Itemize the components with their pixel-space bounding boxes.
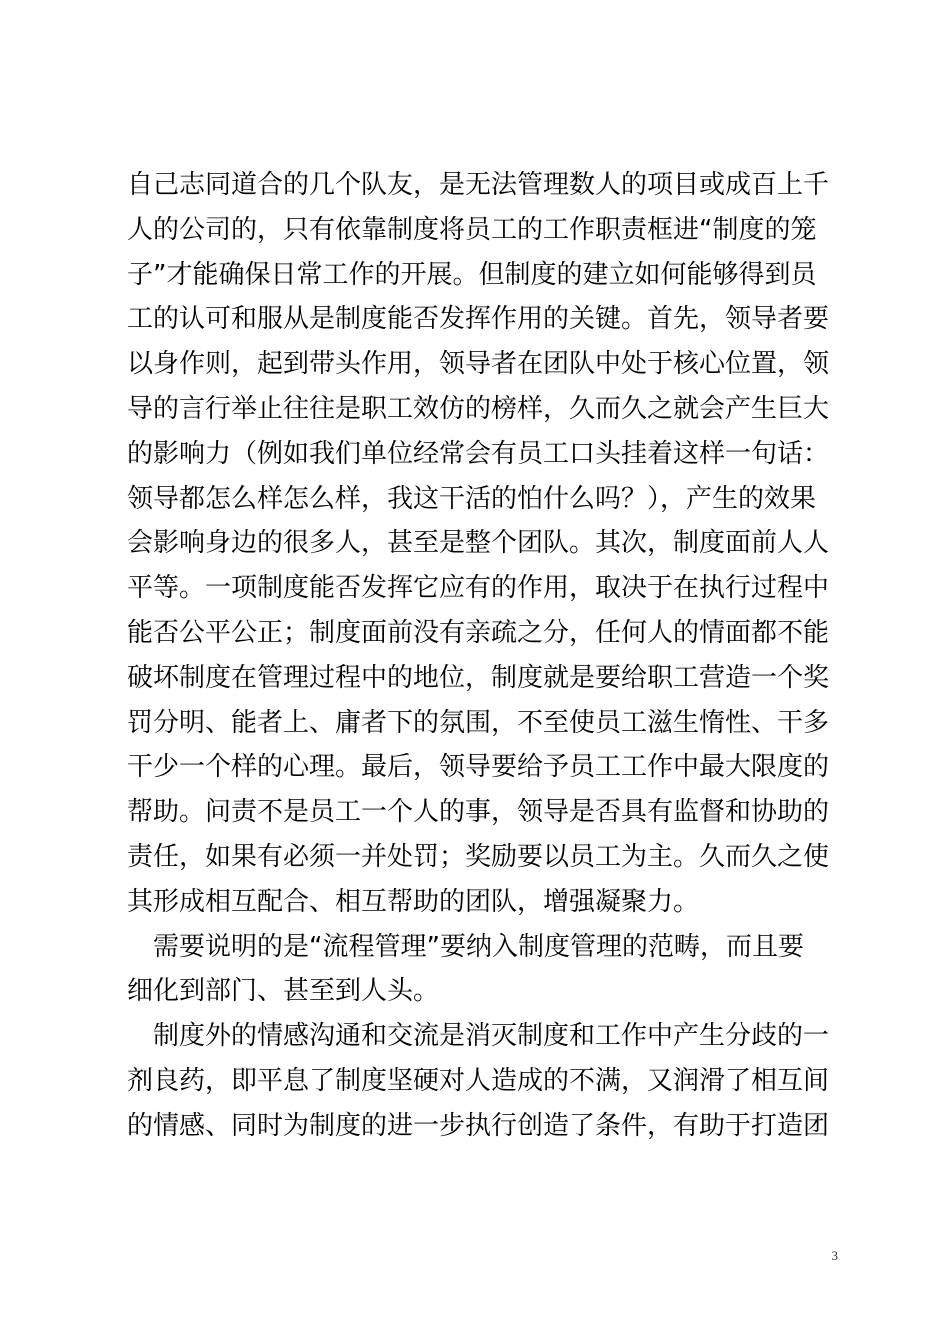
body-text xyxy=(127,163,830,1149)
text-line: 子”才能确保日常工作的开展。但制度的建立如何能够得到员 xyxy=(127,259,817,290)
text-line: 的情感、同时为制度的进一步执行创造了条件，有助于打造团 xyxy=(127,1110,830,1141)
text-line: 能否公平公正；制度面前没有亲疏之分，任何人的情面都不能 xyxy=(127,617,830,648)
text-line: 干少一个样的心理。最后，领导要给予员工工作中最大限度的 xyxy=(127,752,830,783)
text-line: 责任，如果有必须一并处罚；奖励要以员工为主。久而久之使 xyxy=(127,841,830,872)
text-line: 制度外的情感沟通和交流是消灭制度和工作中产生分歧的一 xyxy=(127,1021,830,1052)
text-line: 人的公司的，只有依靠制度将员工的工作职责框进“制度的笼 xyxy=(127,214,817,245)
text-line: 领导都怎么样怎么样，我这干活的怕什么吗？），产生的效果 xyxy=(127,483,817,514)
text-line: 会影响身边的很多人，甚至是整个团队。其次，制度面前人人 xyxy=(127,528,830,559)
page-number: 3 xyxy=(831,1248,838,1263)
text-line: 剂良药，即平息了制度坚硬对人造成的不满，又润滑了相互间 xyxy=(127,1065,830,1096)
text-line: 工的认可和服从是制度能否发挥作用的关键。首先，领导者要 xyxy=(127,304,830,335)
text-line: 平等。一项制度能否发挥它应有的作用，取决于在执行过程中 xyxy=(127,573,830,604)
text-line: 自己志同道合的几个队友，是无法管理数人的项目或成百上千 xyxy=(127,170,830,200)
text-line: 导的言行举止往往是职工效仿的榜样，久而久之就会产生巨大 xyxy=(127,393,830,424)
text-line: 其形成相互配合、相互帮助的团队，增强凝聚力。 xyxy=(127,886,700,917)
text-line: 破坏制度在管理过程中的地位，制度就是要给职工营造一个奖 xyxy=(127,662,830,693)
text-line: 以身作则，起到带头作用，领导者在团队中处于核心位置，领 xyxy=(127,349,830,380)
text-line: 细化到部门、甚至到人头。 xyxy=(127,976,440,1007)
text-line: 需要说明的是“流程管理”要纳入制度管理的范畴，而且要 xyxy=(127,931,804,962)
text-line: 的影响力（例如我们单位经常会有员工口头挂着这样一句话： xyxy=(127,438,830,469)
text-line: 帮助。问责不是员工一个人的事，领导是否具有监督和协助的 xyxy=(127,797,830,828)
text-line: 罚分明、能者上、庸者下的氛围，不至使员工滋生惰性、干多 xyxy=(127,707,830,738)
